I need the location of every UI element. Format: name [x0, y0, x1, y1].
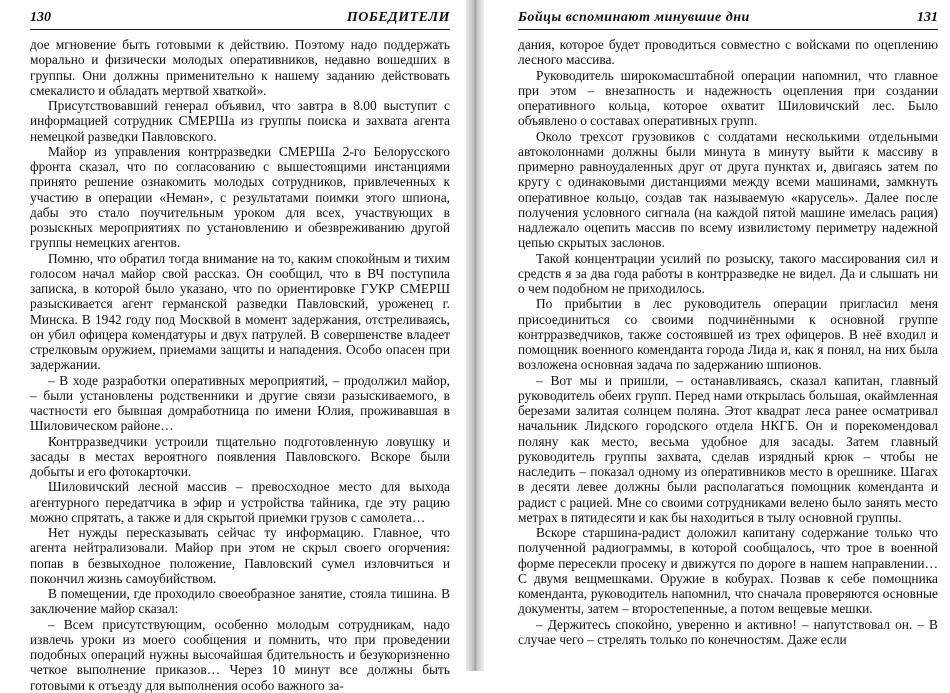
paragraph: В помещении, где проходило своеобразное занятие, стояла тишина. В заключение майор сказал: [30, 586, 450, 617]
body-text [30, 37, 450, 693]
body-text [518, 37, 938, 671]
page-number: 131 [917, 10, 938, 25]
paragraph: Шиловичский лесной массив – превосходное место для выхода агентурного передатчика в эфир и устройства тайника, где эту рацию можно спрятать, а также и для скрытой приемки грузов с самолета… [30, 479, 450, 525]
paragraph: дания, которое будет проводиться совместно с войсками по оцеплению лесного массива. [518, 37, 938, 68]
paragraph: Такой концентрации усилий по розыску, такого массирования сил и средств я за два года работы в контрразведке не видел. Да и слышать ни о чем подобном не приходилось. [518, 250, 938, 296]
paragraph: дое мгновение быть готовыми к действию. Поэтому надо поддержать морально и физически молодых оперативников, недавно вошедших в группы. Они должны применительно к нашему заданию действовать смекалисто и обладать мертвой хваткой». [30, 37, 450, 98]
paragraph: Нет нужды пересказывать сейчас ту информацию. Главное, что агента нейтрализовали. Майор при этом не скрыл своего огорчения: попав в безвыходное положение, Павловский сумел изловчиться и покончил жизнь самоубийством. [30, 525, 450, 586]
paragraph: Руководитель широкомасштабной операции напомнил, что главное при этом – внезапность и надежность оцепления при создании оперативного кольца, которое охватит Шиловичский лес. Было объявлено о составах оперативных групп. [518, 67, 938, 129]
paragraph: – Вот мы и пришли, – останавливаясь, сказал капитан, главный руководитель обеих групп. Перед нами открылась большая, окаймленная березами залитая солнцем поляна. Этот квадрат леса ранее осматривал начальник Лидского городского отдела НКГБ. Он и порекомендовал поляну как место, весьма удобное для засады. Затем главный руководитель группы захвата, сделав изрядный крюк – чтобы не наследить – показал одному из оперативников место в орешнике. Шагах в десяти левее должны были располагаться помощник коменданта и радист с рацией. Мне со своими сотрудниками велено было занять место метрах в пятидесяти и как бы находиться в тылу основной группы. [518, 372, 938, 525]
running-head [30, 10, 450, 30]
running-head-title: Бойцы вспоминают минувшие дни [518, 10, 750, 25]
right-page [484, 0, 950, 671]
paragraph: Помню, что обратил тогда внимание на то, каким спокойным и тихим голосом начал майор свой рассказ. Он сообщил, что в ВЧ поступила записка, в которой было указано, что по ориентировке ГУКР СМЕРШ разыскивается агент германской разведки Павловский, уроженец г. Минска. В 1942 году под Москвой в момент задержания, отстреливаясь, он убил офицера комендатуры и двух патрулей. В совершенстве владеет стрелковым оружием, приемами защиты и нападения. Особо опасен при задержании. [30, 250, 450, 373]
page-number: 130 [30, 10, 51, 25]
running-head [518, 10, 938, 30]
paragraph: По прибытии в лес руководитель операции пригласил меня присоединиться со своими подчинёнными к основной группе контрразведчиков, также состоявшей из трех офицеров. В неё входил и помощник военного коменданта города Лида и, как я понял, на них была возложена основная задача по задержанию шпионов. [518, 296, 938, 373]
paragraph: Присутствовавший генерал объявил, что завтра в 8.00 выступит с информацией сотрудник СМЕРШа из группы поиска и захвата агента немецкой разведки Павловского. [30, 98, 450, 144]
paragraph: – В ходе разработки оперативных мероприятий, – продолжил майор, – были установлены родственники и другие связи разыскиваемого, в частности его бывшая домработница по имени Юлия, проживавшая в Шиловическом районе… [30, 372, 450, 434]
running-head-title: ПОБЕДИТЕЛИ [346, 10, 450, 25]
paragraph: Контрразведчики устроили тщательно подготовленную ловушку и засады в местах вероятного появления Павловского. Вскоре были добыты и его фотокарточки. [30, 433, 450, 479]
left-page [0, 0, 466, 693]
book-gutter [466, 0, 484, 671]
paragraph: – Держитесь спокойно, уверенно и активно! – напутствовал он. – В случае чего – стрелять только по конечностям. Даже если [518, 616, 938, 647]
paragraph: Вскоре старшина-радист доложил капитану содержание только что полученной радиограммы, в которой сообщалось, что трое в военной форме пересекли просеку и движутся по дороге в нашем направлении… С двумя вещмешками. Оружие в кобурах. Позвав к себе помощника коменданта, руководитель напомнил, что сначала проверяются основные документы, затем – второстепенные, а потом вещевые мешки. [518, 525, 938, 617]
paragraph: – Всем присутствующим, особенно молодым сотрудникам, надо извлечь уроки из моего сообщения и помнить, что при проведении подобных операций нужны высочайшая бдительность и безукоризненно четкое выполнение приказов… Через 10 минут все должны быть готовыми к отъезду для выполнения особо важного за- [30, 616, 450, 693]
paragraph: Около трехсот грузовиков с солдатами несколькими отдельными автоколоннами должны были минута в минуту выйти к массиву в примерно равноудаленных друг от друга пунктах и, двигаясь затем по кругу с одинаковыми дистанциями между всеми машинами, замкнуть оперативное кольцо, создав так называемую «карусель». Далее после получения условного сигнала (на каждой пятой машине имелась рация) надлежало оцепить массив по всему извилистому периметру надежной цепью скрытых заслонов. [518, 128, 938, 251]
paragraph: Майор из управления контрразведки СМЕРШа 2-го Белорусского фронта сказал, что по согласованию с вышестоящими инстанциями принято решение ознакомить молодых сотрудников, привлеченных к участию в операции «Неман», с результатами поимки этого шпиона, дабы это стало поучительным уроком для всех, участвующих в розыскных мероприятиях по установлению и обезвреживанию другой группы немецких агентов. [30, 143, 450, 251]
